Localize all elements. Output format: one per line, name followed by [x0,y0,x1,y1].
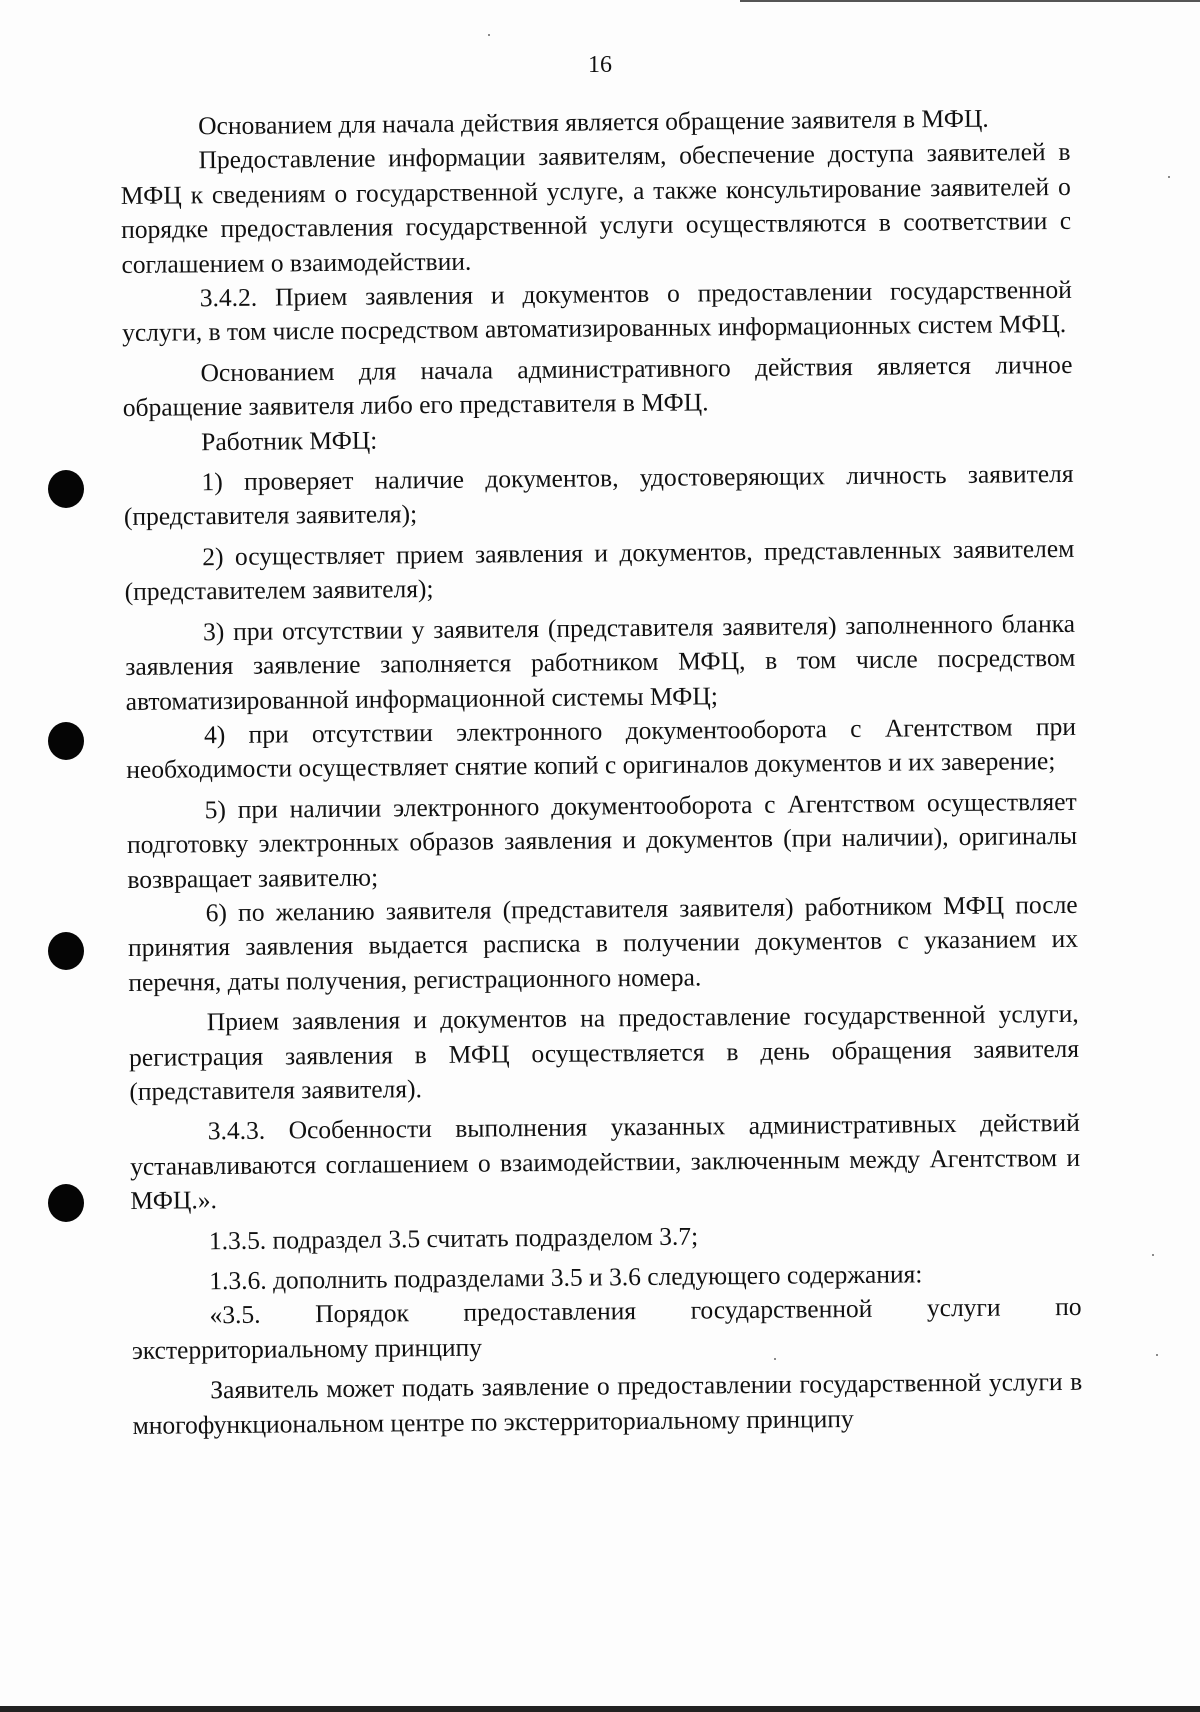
scan-speck [774,1358,776,1360]
page-number: 16 [588,52,612,78]
punch-hole [48,470,84,508]
document-body [120,101,1083,1443]
paragraph-basis-action: Основанием для начала действия является обращение заявителя в МФЦ. [198,103,989,141]
paragraph-section-3-4-3: 3.4.3. Особенности выполнения указанных административных действий устанавливаются соглашением о взаимодействии, заключенным между Агентством и МФЦ.». [130,1108,1081,1216]
list-item-5: 5) при наличии электронного документооборота с Агентством осуществляет подготовку электронных образов заявления и документов (при наличии), оригиналы возвращает заявителю; [126,786,1078,894]
scan-speck [1156,1354,1158,1356]
paragraph-section-3-5-heading: «3.5. Порядок предоставления государственной услуги по экстерриториальному принципу [131,1292,1082,1365]
paragraph-reception-registration: Прием заявления и документов на предоставление государственной услуги, регистрация заявления в МФЦ осуществляется в день обращения заявителя (представителя заявителя). [128,998,1080,1106]
list-item-2: 2) осуществляет прием заявления и документов, представленных заявителем (представителем заявителя); [124,533,1075,607]
paragraph-mfc-worker: Работник МФЦ: [201,425,378,456]
paragraph-extraterritorial: Заявитель может подать заявление о предоставлении государственной услуги в многофункциональном центре по экстерриториальному принципу [132,1367,1083,1440]
list-item-6: 6) по желанию заявителя (представителя заявителя) работником МФЦ после принятия заявления выдается расписка в получении документов с указанием их перечня, даты получения, регистрационного номера. [127,889,1079,997]
scan-speck [1152,1254,1154,1256]
punch-hole [48,932,84,970]
scan-edge-bottom [0,1706,1200,1712]
scan-speck [488,34,490,36]
paragraph-item-1-3-5: 1.3.5. подраздел 3.5 считать подразделом 3.7; [208,1221,699,1255]
paragraph-item-1-3-6: 1.3.6. дополнить подразделами 3.5 и 3.6 следующего содержания: [209,1259,923,1296]
list-item-4: 4) при отсутствии электронного документооборота с Агентством при необходимости осуществляет снятие копий с оригиналов документов и их заверение; [126,711,1077,785]
list-item-1: 1) проверяет наличие документов, удостоверяющих личность заявителя (представителя заявителя); [123,458,1074,532]
scan-edge-top [740,0,1200,2]
paragraph-information-provision: Предоставление информации заявителям, обеспечение доступа заявителей в МФЦ к сведениям о государственной услуге, а также консультирование заявителей о порядке предоставления государственной услуги осуществляются в соответствии с соглашением о взаимодействии. [120,137,1072,279]
paragraph-basis-administrative-action: Основанием для начала административного действия является личное обращение заявителя либо его представителя в МФЦ. [122,349,1073,423]
punch-hole [48,1184,84,1222]
punch-hole [48,722,84,760]
paragraph-section-3-4-2: 3.4.2. Прием заявления и документов о предоставлении государственной услуги, в том числе посредством автоматизированных информационных систем МФЦ. [122,274,1072,348]
scan-speck [1168,176,1170,178]
list-item-3: 3) при отсутствии у заявителя (представителя заявителя) заполненного бланка заявления заявление заполняется работником МФЦ, в том числе посредством автоматизированной информационной системы МФЦ; [125,608,1076,716]
